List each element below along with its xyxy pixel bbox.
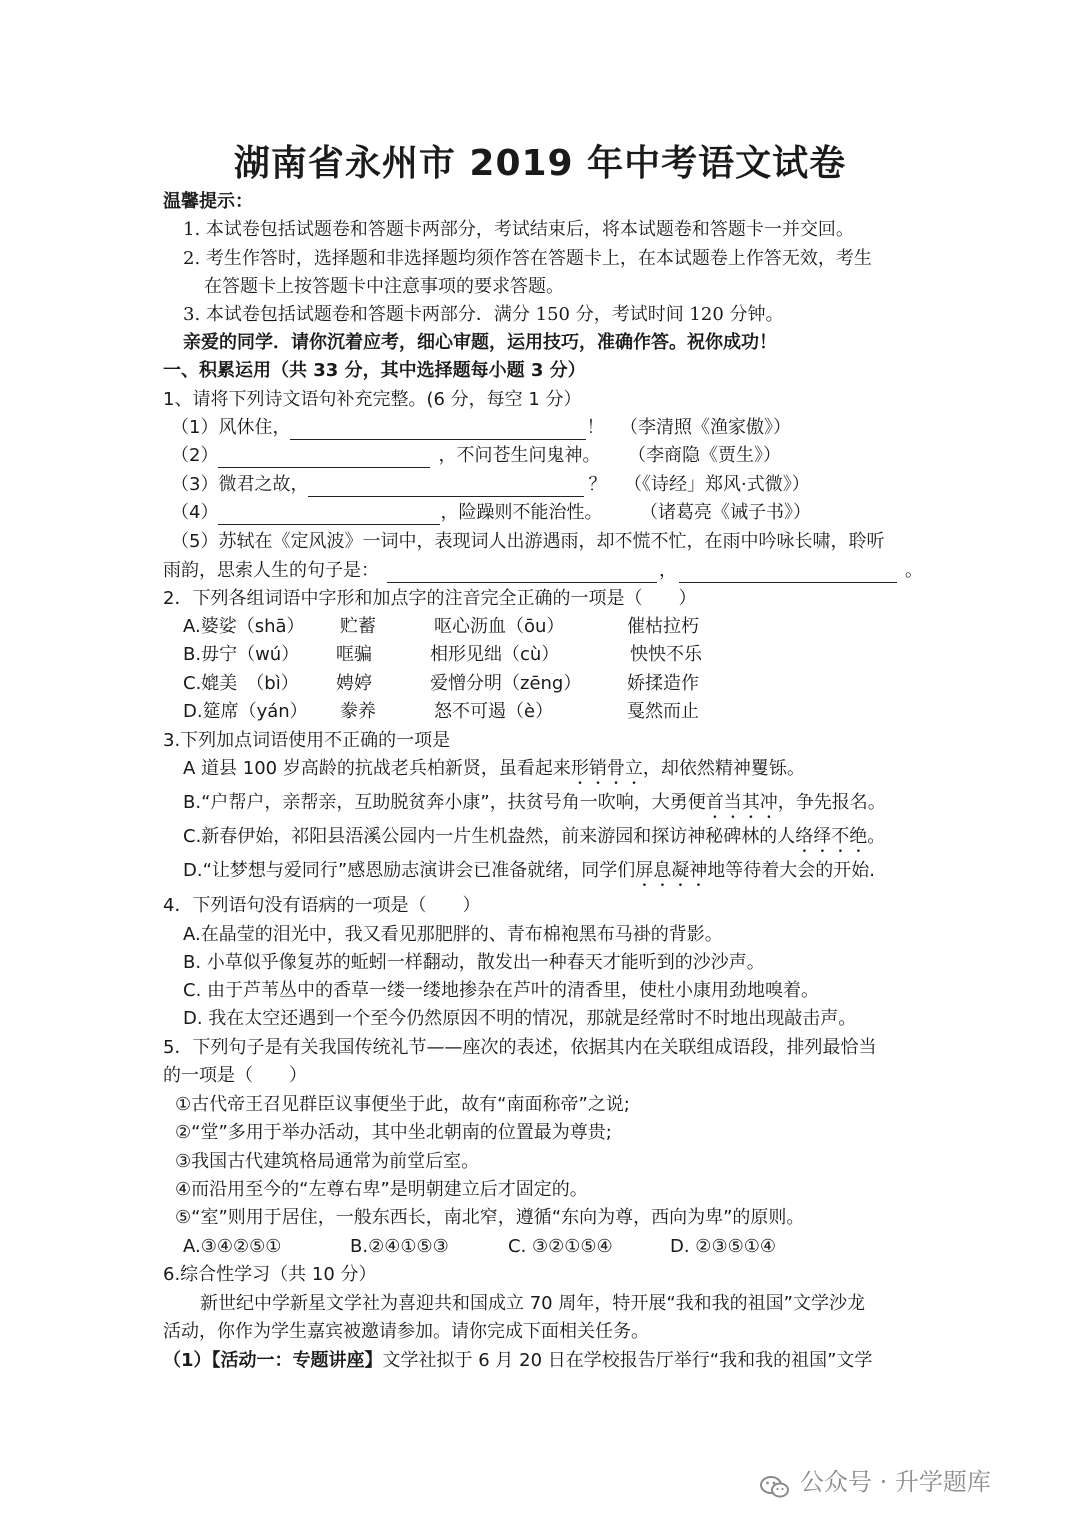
source-citation: （《诗经」郑风·式微》） (624, 474, 810, 495)
tips-header: 温馨提示： (163, 191, 253, 212)
answer-blank[interactable] (679, 564, 897, 583)
option-c (183, 825, 885, 857)
option-d: D. ②③⑤①④ (670, 1236, 776, 1257)
option-word: 爱憎分明（zēng） (430, 673, 582, 694)
source-citation: （李商隐《贾生》） (628, 445, 781, 466)
fill-line-5: （5）苏轼在《定风波》一词中，表现词人出游遇雨，却不慌不忙，在雨中吟咏长啸，聆听 (171, 531, 885, 552)
fill-prefix: （2） (171, 445, 219, 466)
option-text: ，争先报名。 (777, 792, 886, 813)
option-word: 娇揉造作 (627, 673, 699, 694)
fill-sep: ， (659, 560, 677, 581)
option-word: 催枯拉朽 (627, 616, 699, 637)
option-c: C. ③②①⑤④ (508, 1236, 613, 1257)
option-text: A 道县 100 岁高龄的抗战老兵柏新贤，虽看起来 (183, 758, 571, 779)
source-citation: （李清照《渔家傲》） (620, 417, 791, 438)
source-citation: （诸葛亮《诫子书》） (640, 502, 811, 523)
question-5-stem-cont: 的一项是（ ） (163, 1065, 307, 1086)
sentence-item: ⑤“室”则用于居住，一般东西长，南北窄，遵循“东向为尊，西向为卑”的原则。 (175, 1207, 805, 1228)
option-b: B. 小草似乎像复苏的蚯蚓一样翻动，散发出一种春天才能听到的沙沙声。 (183, 952, 765, 973)
wechat-icon (760, 1471, 790, 1495)
option-text: 。 (867, 826, 886, 847)
answer-blank[interactable] (218, 449, 430, 468)
option-word: 怏怏不乐 (630, 644, 702, 665)
option-d (183, 859, 875, 891)
question-6-stem: 6.综合性学习（共 10 分） (163, 1264, 377, 1285)
dotted-phrase: 屏息凝神 (635, 860, 708, 881)
option-word: 贮蓄 (340, 616, 376, 637)
answer-blank[interactable] (387, 564, 657, 583)
fill-prefix: （4） (171, 502, 219, 523)
option-word: 豢养 (340, 701, 376, 722)
fill-line-3 (171, 473, 606, 497)
sentence-item: ②“堂”多用于举办活动，其中坐北朝南的位置最为尊贵; (175, 1122, 612, 1143)
option-word: 娉婷 (336, 673, 372, 694)
fill-suffix: ！ (586, 417, 605, 438)
option-word: 戛然而止 (627, 701, 699, 722)
tip-item: 1. 本试卷包括试题卷和答题卡两部分，考试结束后，将本试题卷和答题卡一并交回。 (183, 219, 854, 240)
paragraph-line (163, 1349, 872, 1373)
answer-blank[interactable] (290, 421, 586, 440)
activity-label: （1）【活动一：专题讲座】 (163, 1350, 383, 1371)
watermark-text: 公众号 · 升学题库 (800, 1468, 991, 1496)
option-text: ，却依然精神矍铄。 (642, 758, 805, 779)
fill-suffix: 。 (905, 560, 923, 581)
option-text: C.新春伊始，祁阳县浯溪公园内一片生机盎然，前来游园和探访神秘碑林的人 (183, 826, 796, 847)
option-b: B.②④①⑤③ (350, 1236, 449, 1257)
question-1-stem: 1、请将下列诗文语句补充完整。(6 分，每空 1 分） (163, 389, 582, 410)
tip-item: 2. 考生作答时，选择题和非选择题均须作答在答题卡上，在本试题卷上作答无效，考生 (183, 248, 872, 269)
option-c: C.媲美 （bì） (183, 673, 299, 694)
activity-text: 文学社拟于 6 月 20 日在学校报告厅举行“我和我的祖国”文学 (382, 1350, 873, 1371)
paragraph-line: 新世纪中学新星文学社为喜迎共和国成立 70 周年，特开展“我和我的祖国”文学沙龙 (200, 1293, 865, 1314)
option-a: A.③④②⑤① (183, 1236, 282, 1257)
option-d: D.筵席（yán） (183, 701, 308, 722)
option-text: B.“户帮户，亲帮亲，互助脱贫奔小康”，扶贫号角一吹响，大勇便 (183, 792, 706, 813)
fill-suffix: ，险躁则不能治性。 (440, 502, 603, 523)
section-heading: 一、积累运用（共 33 分，其中选择题每小题 3 分） (163, 360, 586, 381)
sentence-item: ③我国古代建筑格局通常为前堂后室。 (175, 1151, 480, 1172)
option-a: A.在晶莹的泪光中，我又看见那肥胖的、青布棉袍黑布马褂的背影。 (183, 924, 723, 945)
option-word: 哐骗 (336, 644, 372, 665)
option-d: D. 我在太空还遇到一个至今仍然原因不明的情况，那就是经常时不时地出现敲击声。 (183, 1008, 857, 1029)
option-b: B.毋宁（wú） (183, 644, 300, 665)
option-word: 怒不可遏（è） (434, 701, 554, 722)
fill-prefix: （3）微君之故， (171, 474, 309, 495)
watermark (760, 1462, 1060, 1502)
question-2-stem: 2．下列各组词语中字形和加点字的注音完全正确的一项是（ ） (163, 588, 697, 609)
dotted-phrase: 络绎不绝 (795, 826, 868, 847)
fill-line-2 (171, 444, 600, 468)
option-c: C. 由于芦苇丛中的香草一缕一缕地掺杂在芦叶的清香里，使杜小康用劲地嗅着。 (183, 980, 820, 1001)
tip-item: 3. 本试卷包括试题卷和答题卡两部分．满分 150 分，考试时间 120 分钟。 (183, 304, 784, 325)
option-word: 呕心沥血（ōu） (434, 616, 565, 637)
tip-item: 在答题卡上按答题卡中注意事项的要求答题。 (204, 276, 564, 297)
fill-line-4 (171, 501, 602, 525)
fill-prefix: （1）风休住， (171, 417, 291, 438)
encourage-text: 亲爱的同学．请你沉着应考，细心审题，运用技巧，准确作答。祝你成功！ (183, 332, 777, 353)
option-a (183, 757, 805, 789)
sentence-item: ①古代帝王召见群臣议事便坐于此，故有“南面称帝”之说; (175, 1094, 630, 1115)
option-text: D.“让梦想与爱同行”感恩励志演讲会已准备就绪，同学们 (183, 860, 636, 881)
fill-suffix: ，不问苍生问鬼神。 (438, 445, 601, 466)
question-4-stem: 4．下列语句没有语病的一项是（ ） (163, 895, 481, 916)
dotted-phrase: 首当其冲 (705, 792, 778, 813)
question-3-stem: 3.下列加点词语使用不正确的一项是 (163, 730, 451, 751)
option-word: 相形见绌（cù） (430, 644, 560, 665)
fill-prefix: 雨韵，思索人生的句子是： (163, 560, 379, 581)
answer-blank[interactable] (218, 506, 440, 525)
fill-line-1 (171, 416, 604, 440)
paragraph-line: 活动，你作为学生嘉宾被邀请参加。请你完成下面相关任务。 (163, 1321, 649, 1342)
option-text: 地等待着大会的开始. (707, 860, 875, 881)
option-b (183, 791, 886, 823)
option-a: A.婆娑（shā） (183, 616, 305, 637)
page-title: 湖南省永州市 2019 年中考语文试卷 (233, 143, 847, 184)
answer-blank[interactable] (308, 478, 584, 497)
dotted-phrase: 形销骨立 (570, 758, 643, 779)
sentence-item: ④而沿用至今的“左尊右卑”是明朝建立后才固定的。 (175, 1179, 588, 1200)
question-5-stem: 5．下列句子是有关我国传统礼节——座次的表述，依据其内在关联组成语段，排列最恰当 (163, 1037, 877, 1058)
fill-suffix: ？ (588, 474, 607, 495)
fill-line-5-cont (163, 559, 923, 583)
